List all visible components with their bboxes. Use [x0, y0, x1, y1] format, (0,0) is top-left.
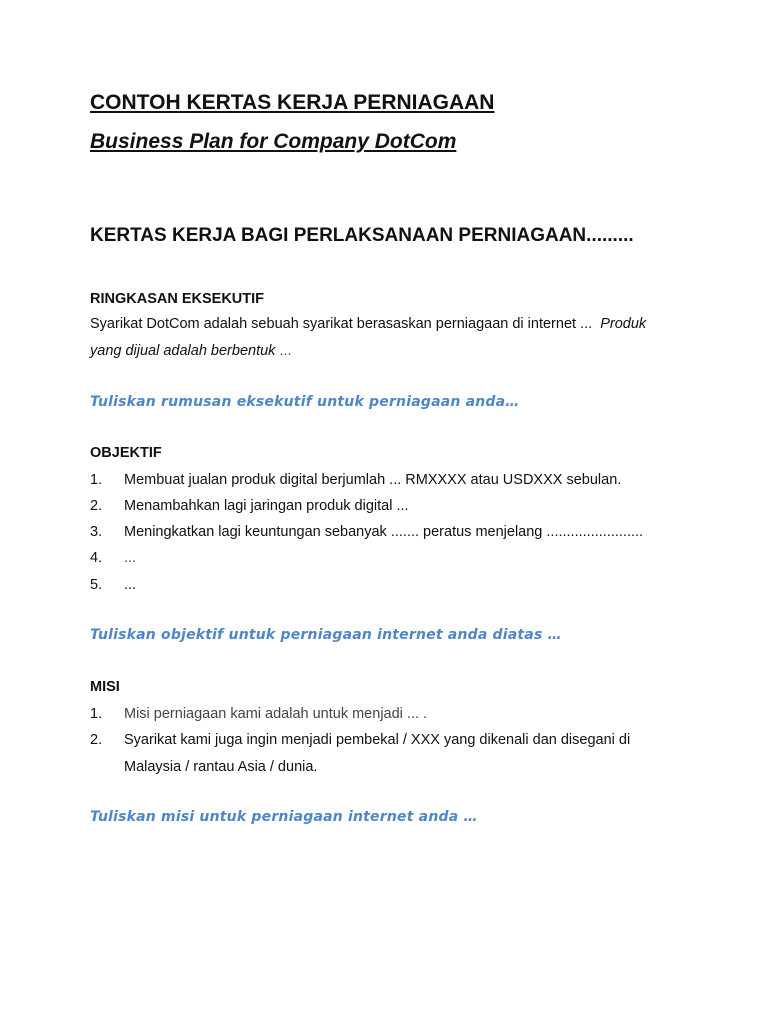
misi-prompt: Tuliskan misi untuk perniagaan internet anda … [90, 809, 478, 825]
misi-heading: MISI [90, 679, 120, 695]
ringkasan-paragraph [90, 311, 646, 365]
item-number: 3. [90, 524, 103, 540]
item-text: Menambahkan lagi jaringan produk digital ... [124, 498, 409, 514]
ringkasan-line1-italic: Produk [600, 316, 647, 332]
item-number: 5. [90, 577, 103, 593]
objektif-prompt: Tuliskan objektif untuk perniagaan internet anda diatas … [90, 627, 562, 643]
objektif-heading: OBJEKTIF [90, 445, 162, 461]
item-text: Syarikat kami juga ingin menjadi pembekal / XXX yang dikenali dan disegani di [124, 732, 631, 748]
item-number: 1. [90, 472, 103, 488]
ringkasan-line2-tail: ... [279, 343, 292, 359]
ringkasan-prompt: Tuliskan rumusan eksekutif untuk perniagaan anda… [90, 394, 520, 410]
item-number: 2. [90, 732, 103, 748]
item-number: 2. [90, 498, 103, 514]
item-number: 1. [90, 706, 103, 722]
ringkasan-heading: RINGKASAN EKSEKUTIF [90, 291, 265, 307]
ringkasan-line1: Syarikat DotCom adalah sebuah syarikat berasaskan perniagaan di internet ... [90, 316, 593, 332]
item-text: Meningkatkan lagi keuntungan sebanyak ....... peratus menjelang ........................ [124, 524, 644, 540]
document-title: CONTOH KERTAS KERJA PERNIAGAAN [90, 91, 495, 114]
item-number: 4. [90, 550, 103, 566]
item-text-continued: Malaysia / rantau Asia / dunia. [124, 759, 318, 775]
item-text: Membuat jualan produk digital berjumlah ... RMXXXX atau USDXXX sebulan. [124, 472, 622, 488]
item-text: ... [124, 550, 137, 566]
main-heading: KERTAS KERJA BAGI PERLAKSANAAN PERNIAGAAN......... [90, 225, 634, 246]
item-text: ... [124, 577, 137, 593]
document-subtitle: Business Plan for Company DotCom [90, 130, 457, 153]
ringkasan-line2-italic: yang dijual adalah berbentuk [90, 343, 276, 359]
item-text: Misi perniagaan kami adalah untuk menjadi ... . [124, 706, 428, 722]
